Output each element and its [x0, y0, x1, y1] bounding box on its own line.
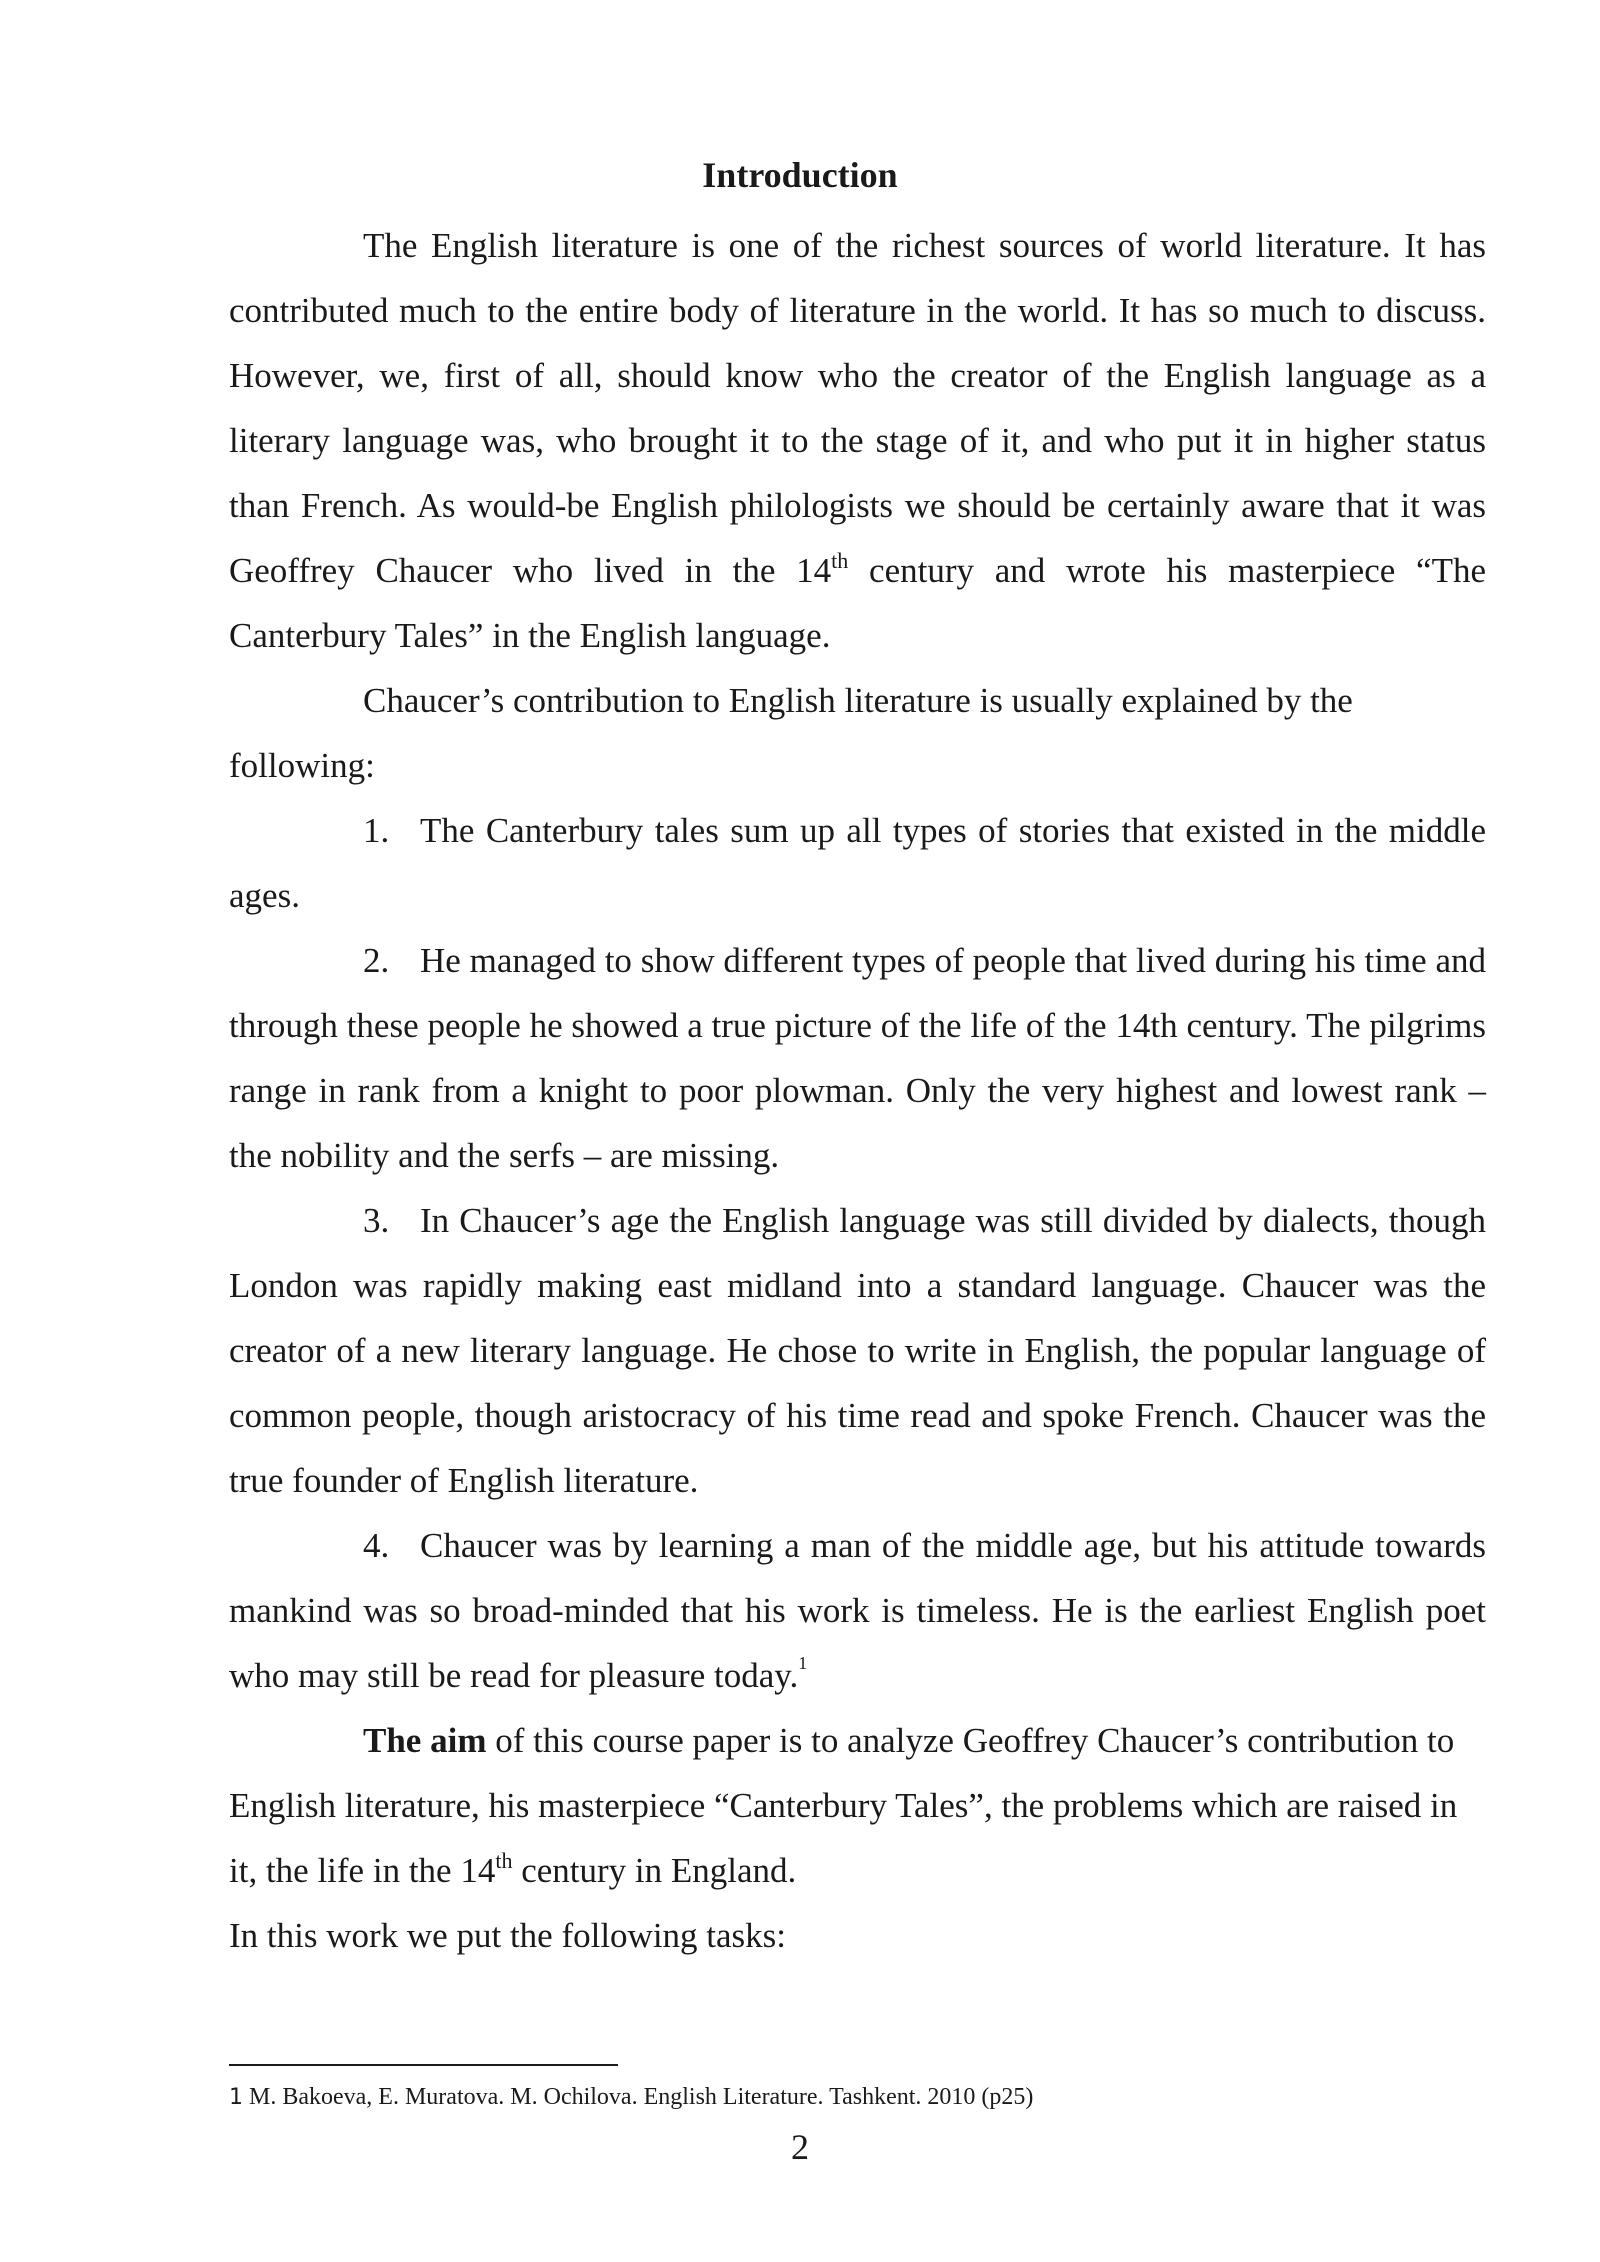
list-item [229, 798, 1486, 928]
footnote [229, 2080, 1486, 2115]
page-title [0, 148, 1600, 202]
list-item-number: 3. [363, 1201, 390, 1240]
list-item-text: In Chaucer’s age the English language was still divided by dialects, though London was rapidly making east midland into a standard language. Chaucer was the creator of a new literary language. He chose to write in English, the popular language of common people, though aristocracy of his time read and spoke French. Chaucer was the true founder of English literature. [229, 1201, 1486, 1500]
list-item-text: Chaucer was by learning a man of the middle age, but his attitude towards mankind was so broad-minded that his work is timeless. He is the earliest English poet who may still be read for pleasure today. [229, 1526, 1486, 1695]
intro-paragraph-text: The English literature is one of the richest sources of world literature. It has contributed much to the entire body of literature in the world. It has so much to discuss. However, we, first of all, should know who the creator of the English language as a literary language was, who brought it to the stage of it, and who put it in higher status than French. As would-be English philologists we should be certainly aware that it was Geoffrey Chaucer who lived in the 14 [229, 226, 1486, 590]
footnote-mark: 1 [229, 2085, 243, 2110]
list-item-number: 2. [363, 941, 390, 980]
tasks-intro: In this work we put the following tasks: [229, 1916, 787, 1955]
list-item-text: The Canterbury tales sum up all types of stories that existed in the middle ages. [229, 811, 1486, 915]
body-text [229, 213, 1486, 1968]
heading-text: Introduction [702, 155, 898, 195]
list-item-number: 1. [363, 811, 390, 850]
list-item-text: He managed to show different types of people that lived during his time and through these people he showed a true picture of the life of the 14th century. The pilgrims range in rank from a knight to poor plowman. Only the very highest and lowest rank – the nobility and the serfs – are missing. [229, 941, 1486, 1175]
list-item-number: 4. [363, 1526, 390, 1565]
footnote-text: M. Bakoeva, E. Muratova. M. Ochilova. English Literature. Tashkent. 2010 (p25) [243, 2084, 1034, 2110]
aim-text-end: century in England. [512, 1851, 797, 1890]
list-item [229, 1188, 1486, 1513]
page-number: 2 [791, 2127, 809, 2167]
list-item [229, 1513, 1486, 1708]
contribution-paragraph: Chaucer’s contribution to English literature is usually explained by the following: [229, 681, 1353, 785]
aim-paragraph [229, 1708, 1486, 1903]
footnote-divider [229, 2064, 618, 2066]
aim-text: of this course paper is to analyze Geoffrey Chaucer’s contribution to English literature, his masterpiece “Canterbury Tales”, the problems which are raised in it, the life in the 14 [229, 1721, 1458, 1890]
aim-label: The aim [363, 1721, 487, 1760]
ordinal-suffix: th [831, 548, 849, 573]
intro-paragraph [229, 213, 1486, 668]
intro-paragraph-text-end: century and wrote his masterpiece “The Canterbury Tales” in the English language. [229, 551, 1486, 655]
list-item [229, 928, 1486, 1188]
footnote-reference[interactable]: 1 [798, 1653, 808, 1673]
ordinal-suffix: th [495, 1848, 513, 1873]
